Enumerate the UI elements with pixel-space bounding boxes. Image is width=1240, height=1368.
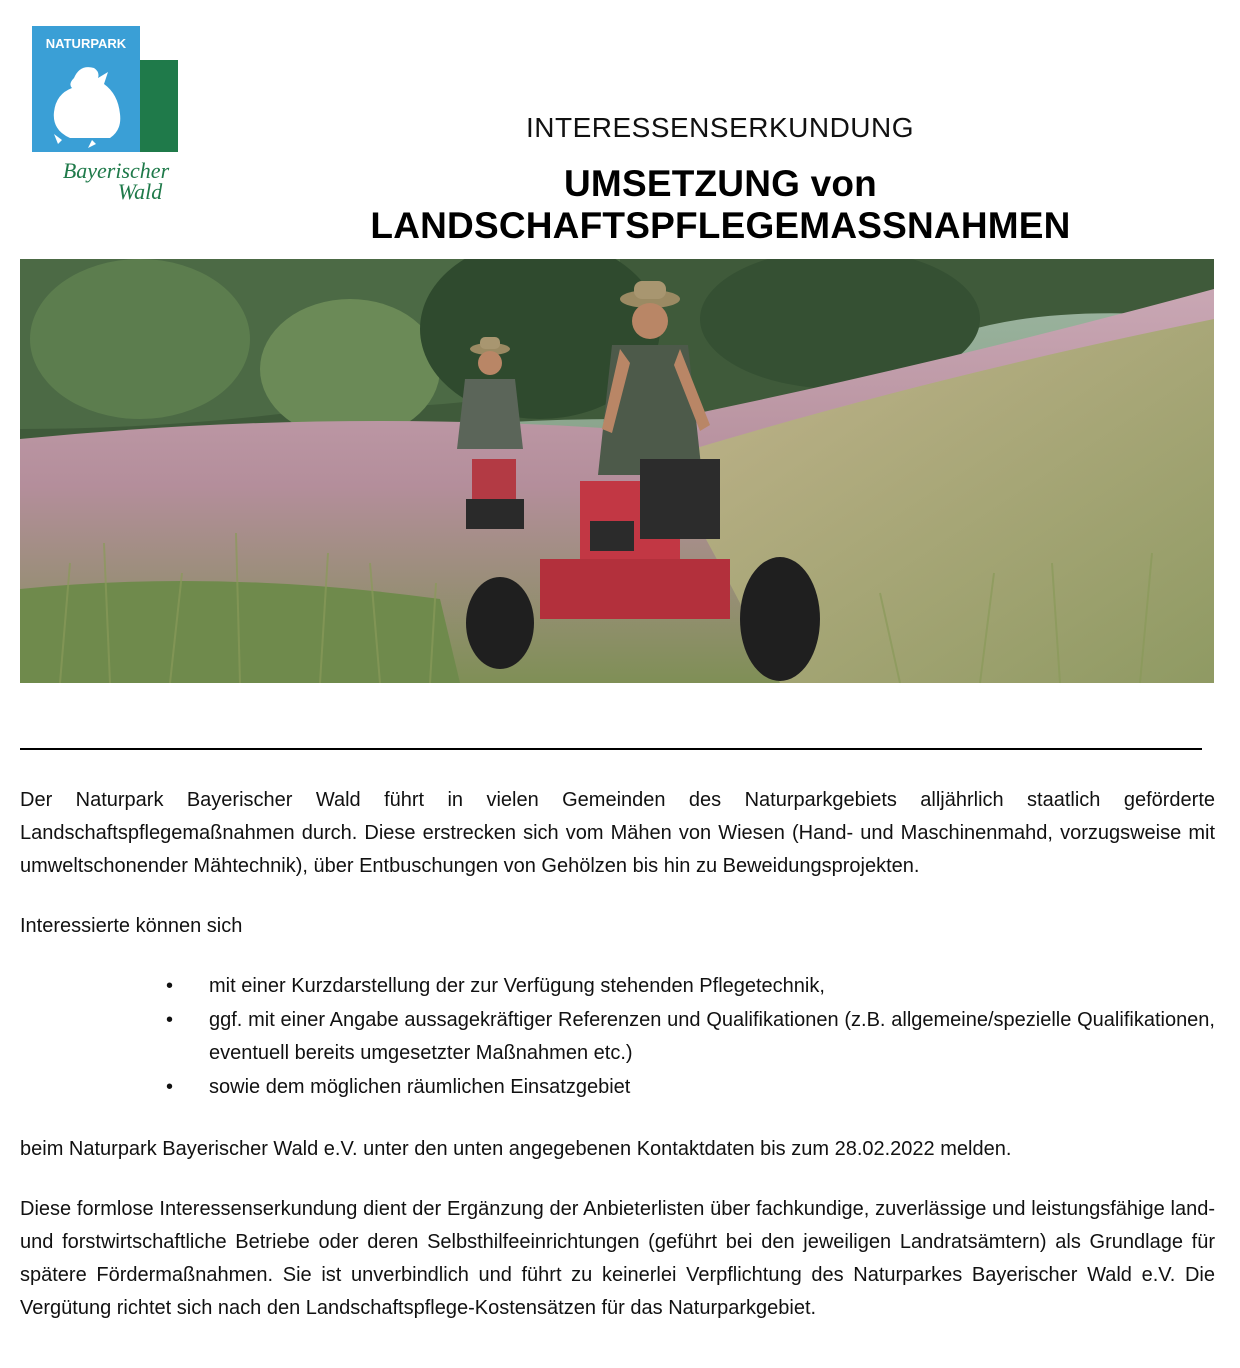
separator-line bbox=[20, 748, 1202, 750]
bullet-icon: • bbox=[166, 1009, 174, 1031]
list-item bbox=[20, 1004, 1215, 1070]
logo-top-text: NATURPARK bbox=[45, 36, 127, 51]
bullet-icon: • bbox=[166, 1076, 174, 1098]
bullet-icon: • bbox=[166, 975, 174, 997]
naturpark-logo-graphic bbox=[22, 20, 208, 206]
list-item-text: mit einer Kurzdarstellung der zur Verfügung stehenden Pflegetechnik, bbox=[209, 975, 825, 997]
list-item-text: sowie dem möglichen räumlichen Einsatzgebiet bbox=[209, 1076, 631, 1098]
interested-paragraph: Interessierte können sich bbox=[20, 915, 243, 937]
logo-line2: Wald bbox=[117, 179, 163, 204]
document-subtitle: INTERESSENSERKUNDUNG bbox=[525, 112, 915, 143]
contact-paragraph: beim Naturpark Bayerischer Wald e.V. unter den unten angegebenen Kontaktdaten bis zum 28.02.2022 melden. bbox=[20, 1138, 1012, 1160]
purpose-paragraph: Diese formlose Interessenserkundung dient der Ergänzung der Anbieterlisten über fachkundige, zuverlässige und leistungsfähige land- und forstwirtschaftliche Betriebe oder deren Selbsthilfeeinrichtungen (geführt bei den jeweiligen Landratsämtern) als Grundlage für spätere Fördermaßnahmen. Sie ist unverbindlich und führt zu keinerlei Verpflichtung des Naturparkes Bayerischer Wald e.V. Die Vergütung richtet sich nach den Landschaftspflege-Kostensätzen für das Naturparkgebiet. bbox=[20, 1198, 1215, 1319]
intro-paragraph: Der Naturpark Bayerischer Wald führt in vielen Gemeinden des Naturparkgebiets alljährlich staatlich geförderte Landschaftspflegemaßnahmen durch. Diese erstrecken sich vom Mähen von Wiesen (Hand- und Maschinenmahd, vorzugsweise mit umweltschonender Mähtechnik), über Entbuschungen von Gehölzen bis hin zu Beweidungsprojekten. bbox=[20, 789, 1215, 877]
list-item bbox=[20, 1071, 1215, 1104]
document-title: UMSETZUNG von LANDSCHAFTSPFLEGEMASSNAHMEN bbox=[370, 163, 1071, 246]
logo-line1: Bayerischer bbox=[62, 158, 170, 183]
list-item bbox=[20, 970, 1215, 1003]
meadow-mowing-photo bbox=[20, 259, 1214, 683]
naturpark-logo bbox=[22, 20, 208, 206]
list-item-text: ggf. mit einer Angabe aussagekräftiger Referenzen und Qualifikationen (z.B. allgemeine/spezielle Qualifikationen, eventuell bereits umgesetzter Maßnahmen etc.) bbox=[209, 1009, 1215, 1064]
requirements-list bbox=[20, 970, 1215, 1105]
